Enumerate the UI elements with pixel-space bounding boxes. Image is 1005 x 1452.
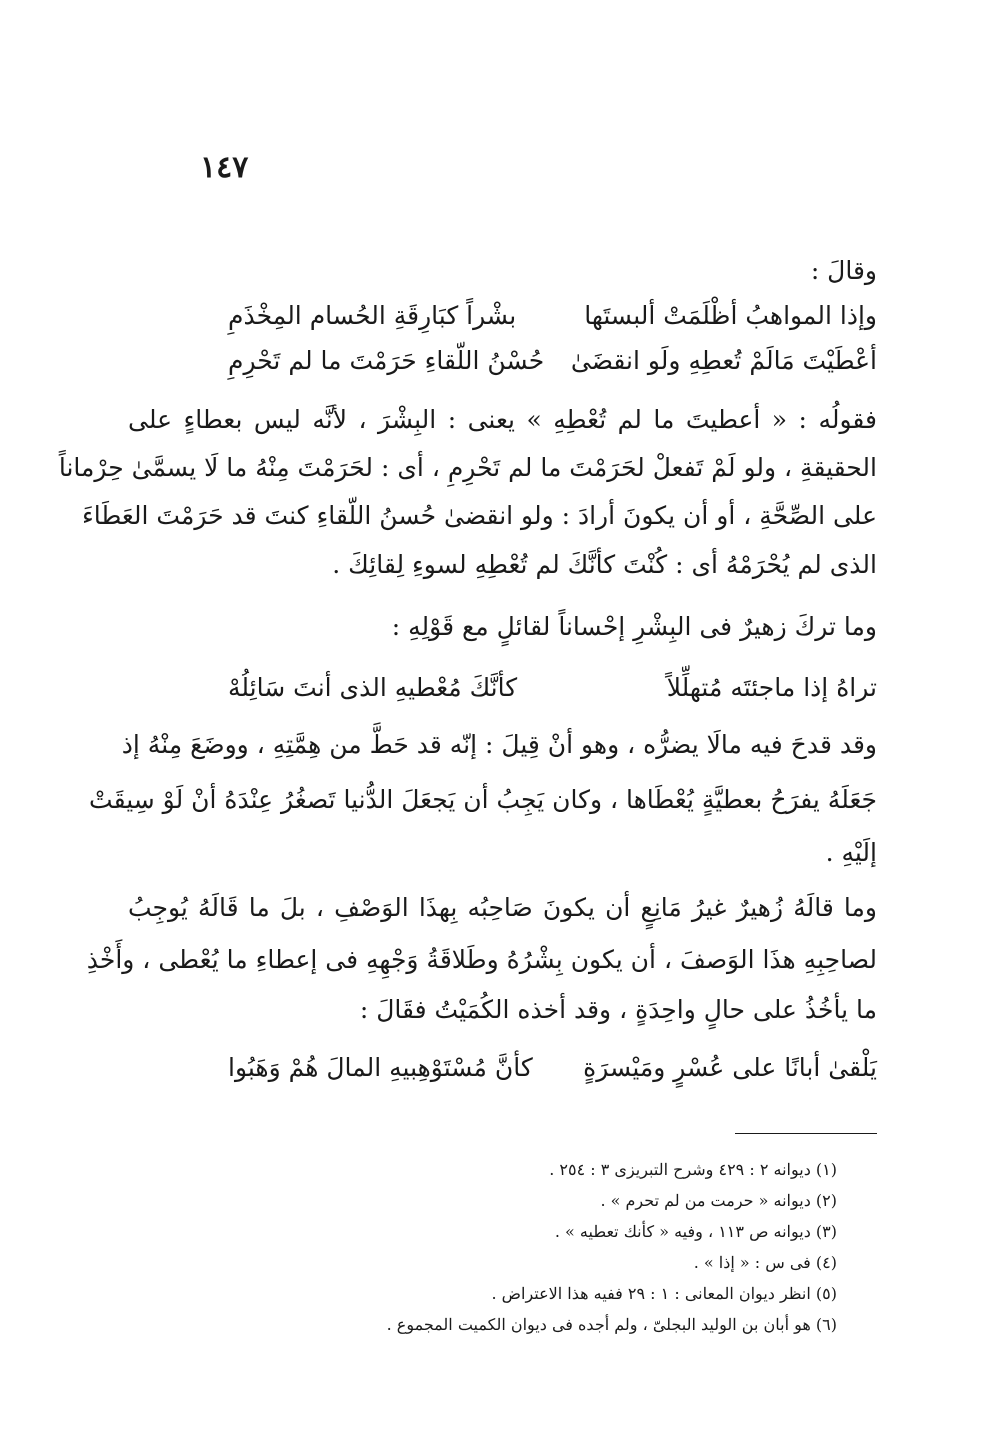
verse-3 [128, 668, 877, 708]
page-number: ١٤٧ [200, 150, 249, 185]
footnote-6: (٦) هو أبان بن الوليد البجلىّ ، ولم أجده فى ديوان الكميت المجموع . [386, 1315, 837, 1334]
verse-1-first-hemistich: وإذا المواهبُ أظْلَمَتْ ألبستَها [584, 301, 877, 330]
paragraph-4-line-1: وما قالَهُ زُهيرٌ غيرُ مَانِعٍ أن يكونَ صَاحِبُه بِهذَا الوَصْفِ ، بلَ ما قَالَهُ يُوجِبُ [128, 893, 877, 922]
footnote-divider [735, 1133, 877, 1134]
paragraph-4-line-2: لصاحِبِهِ هذَا الوَصفَ ، أن يكون بِشْرُهُ وطَلاقَةُ وَجْهِهِ فى إعطاءِ ما يُعْطى ، وأَخْذِ [86, 945, 877, 974]
paragraph-1-line-2: الحقيقةِ ، ولو لَمْ تَفعلْ لحَرَمْتَ ما لم تَحْرِمِ ، أى : لحَرَمْتَ مِنْهُ ما لَا يسمَّىٰ حِرْماناً [58, 453, 877, 482]
paragraph-4-line-3: ما يأخُذُ على حالٍ واحِدَةٍ ، وقد أخذه الكُمَيْتُ فقَالَ : [359, 995, 877, 1024]
paragraph-1-line-3: على الصِّحَّةِ ، أو أن يكونَ أرادَ : ولو انقضىٰ حُسنُ اللّقاءِ كنتَ قد حَرَمْتَ العَطَاءَ [81, 501, 877, 530]
verse-2 [128, 341, 877, 381]
intro-line: وقالَ : [810, 256, 877, 285]
verse-4-second-hemistich: كأنَّ مُسْتَوْهِبيهِ المالَ هُمْ وَهَبُوا [228, 1053, 533, 1082]
footnote-5: (٥) انظر ديوان المعانى : ١ : ٢٩ ففيه هذا الاعتراض . [491, 1284, 837, 1303]
verse-4-first-hemistich: يَلْقىٰ أبانًا على عُسْرٍ ومَيْسرَةٍ [583, 1053, 877, 1082]
verse-1 [128, 296, 877, 336]
verse-2-second-hemistich: حُسْنُ اللّقاءِ حَرَمْتَ ما لم تَحْرِمِ [228, 346, 545, 375]
paragraph-3-line-2: جَعَلَهُ يفرَحُ بعطيَّةٍ يُعْطَاها ، وكان يَجِبُ أن يَجعَلَ الدُّنيا تَصغُرُ عِنْدَهُ أنْ لَوْ سِيقَتْ [89, 785, 877, 814]
verse-3-second-hemistich: كأنَّكَ مُعْطيهِ الذى أنتَ سَائِلُهْ [228, 673, 518, 702]
footnote-1: (١) ديوانه ٢ : ٤٢٩ وشرح التبريزى ٣ : ٢٥٤ . [549, 1160, 837, 1179]
paragraph-3-line-3: إلَيْهِ . [825, 838, 877, 867]
paragraph-1-line-4: الذى لم يُحْرَمْهُ أى : كُنْتَ كأنَّكَ لم تُعْطِهِ لسوءِ لِقائِكَ . [332, 550, 877, 579]
footnote-4: (٤) فى س : « إذا » . [693, 1253, 837, 1272]
verse-1-second-hemistich: بشْراً كبَارِقَةِ الحُسام المِخْذَمِ [228, 301, 517, 330]
footnote-3: (٣) ديوانه ص ١١٣ ، وفيه « كأنك تعطيه » . [554, 1222, 837, 1241]
paragraph-1-line-1: فقولُه : « أعطيتَ ما لم تُعْطِهِ » يعنى : البِشْرَ ، لأنَّه ليس بعطاءٍ على [128, 405, 877, 434]
paragraph-3-line-1: وقد قدحَ فيه مالَا يضرُّه ، وهو أنْ قِيلَ : إنّه قد حَطَّ من هِمَّتِهِ ، ووضَعَ مِنْهُ إذ [121, 730, 877, 759]
verse-3-first-hemistich: تراهُ إذا ماجئتَه مُتهلِّلاً [666, 673, 877, 702]
footnote-2: (٢) ديوانه « حرمت من لم تحرم » . [600, 1191, 837, 1210]
verse-2-first-hemistich: أعْطَيْتَ مَالَمْ تُعطِهِ ولَو انقضَىٰ [570, 346, 877, 375]
verse-4 [128, 1048, 877, 1088]
paragraph-2: وما تركَ زهيرٌ فى البِشْرِ إحْساناً لقائلٍ مع قَوْلِهِ : [391, 612, 877, 641]
